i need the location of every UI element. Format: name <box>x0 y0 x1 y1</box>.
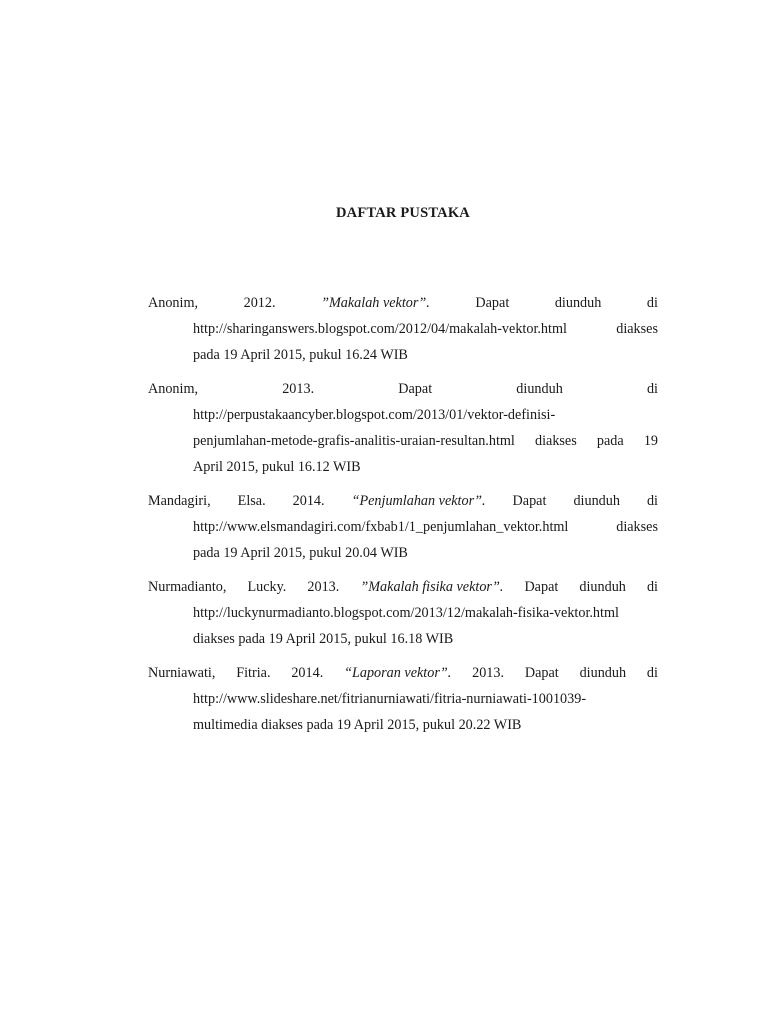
author: Mandagiri, <box>148 493 211 509</box>
word: diunduh <box>579 665 627 681</box>
reference-line: pada 19 April 2015, pukul 20.04 WIB <box>193 545 408 561</box>
author: Anonim, <box>148 295 199 311</box>
word: di <box>646 665 658 681</box>
work-title: “Laporan vektor”. <box>344 665 452 681</box>
reference-line: multimedia diakses pada 19 April 2015, pukul 20.22 WIB <box>193 717 522 733</box>
reference-url: http://www.elsmandagiri.com/fxbab1/1_penjumlahan_vektor.html <box>193 519 569 535</box>
work-title: “Penjumlahan vektor”. <box>351 493 486 509</box>
word: pada <box>596 433 624 449</box>
word: diunduh <box>516 381 563 397</box>
word: diakses <box>534 433 577 449</box>
reference-item <box>148 660 658 738</box>
reference-line: pada 19 April 2015, pukul 16.24 WIB <box>193 347 408 363</box>
author: Elsa. <box>237 493 266 509</box>
reference-line <box>148 428 658 454</box>
author: Nurniawati, <box>148 665 216 681</box>
reference-url: http://luckynurmadianto.blogspot.com/2013/12/makalah-fisika-vektor.html <box>193 605 619 621</box>
reference-line <box>148 316 658 342</box>
reference-url: penjumlahan-metode-grafis-analitis-uraian-resultan.html <box>193 433 515 449</box>
year: 2014. <box>292 493 325 509</box>
reference-url: http://perpustakaancyber.blogspot.com/2013/01/vektor-definisi- <box>193 407 556 423</box>
word: di <box>646 493 658 509</box>
word: Dapat <box>475 295 510 311</box>
author: Nurmadianto, <box>148 579 227 595</box>
year: 2013. <box>282 381 315 397</box>
word: diunduh <box>554 295 602 311</box>
reference-item <box>148 574 658 652</box>
author: Anonim, <box>148 381 199 397</box>
reference-url: http://sharinganswers.blogspot.com/2012/04/makalah-vektor.html <box>193 321 567 337</box>
word: di <box>646 295 658 311</box>
author: Lucky. <box>247 579 287 595</box>
reference-line <box>148 488 658 514</box>
year: 2014. <box>291 665 324 681</box>
work-title: ”Makalah fisika vektor”. <box>360 579 504 595</box>
word: Dapat <box>524 579 559 595</box>
reference-line <box>148 290 658 316</box>
word: diunduh <box>579 579 626 595</box>
reference-line <box>148 660 658 686</box>
word: diakses <box>616 321 658 337</box>
reference-line <box>148 514 658 540</box>
word: Dapat <box>512 493 547 509</box>
author: Fitria. <box>236 665 271 681</box>
reference-line: diakses pada 19 April 2015, pukul 16.18 WIB <box>193 631 454 647</box>
year: 2013. <box>472 665 505 681</box>
word: Dapat <box>398 381 433 397</box>
word: Dapat <box>524 665 559 681</box>
page-title: DAFTAR PUSTAKA <box>336 205 470 221</box>
word: 19 <box>643 433 658 449</box>
word: diunduh <box>573 493 620 509</box>
year: 2013. <box>307 579 340 595</box>
reference-line <box>148 574 658 600</box>
reference-line: April 2015, pukul 16.12 WIB <box>193 459 361 475</box>
reference-url: http://www.slideshare.net/fitrianurniawati/fitria-nurniawati-1001039- <box>193 691 587 707</box>
word: diakses <box>616 519 658 535</box>
year: 2012. <box>243 295 276 311</box>
reference-line <box>148 376 658 402</box>
word: di <box>646 579 658 595</box>
word: di <box>646 381 658 397</box>
reference-item <box>148 488 658 566</box>
reference-item <box>148 290 658 368</box>
reference-item <box>148 376 658 480</box>
work-title: ”Makalah vektor”. <box>321 295 430 311</box>
reference-list <box>148 290 658 746</box>
